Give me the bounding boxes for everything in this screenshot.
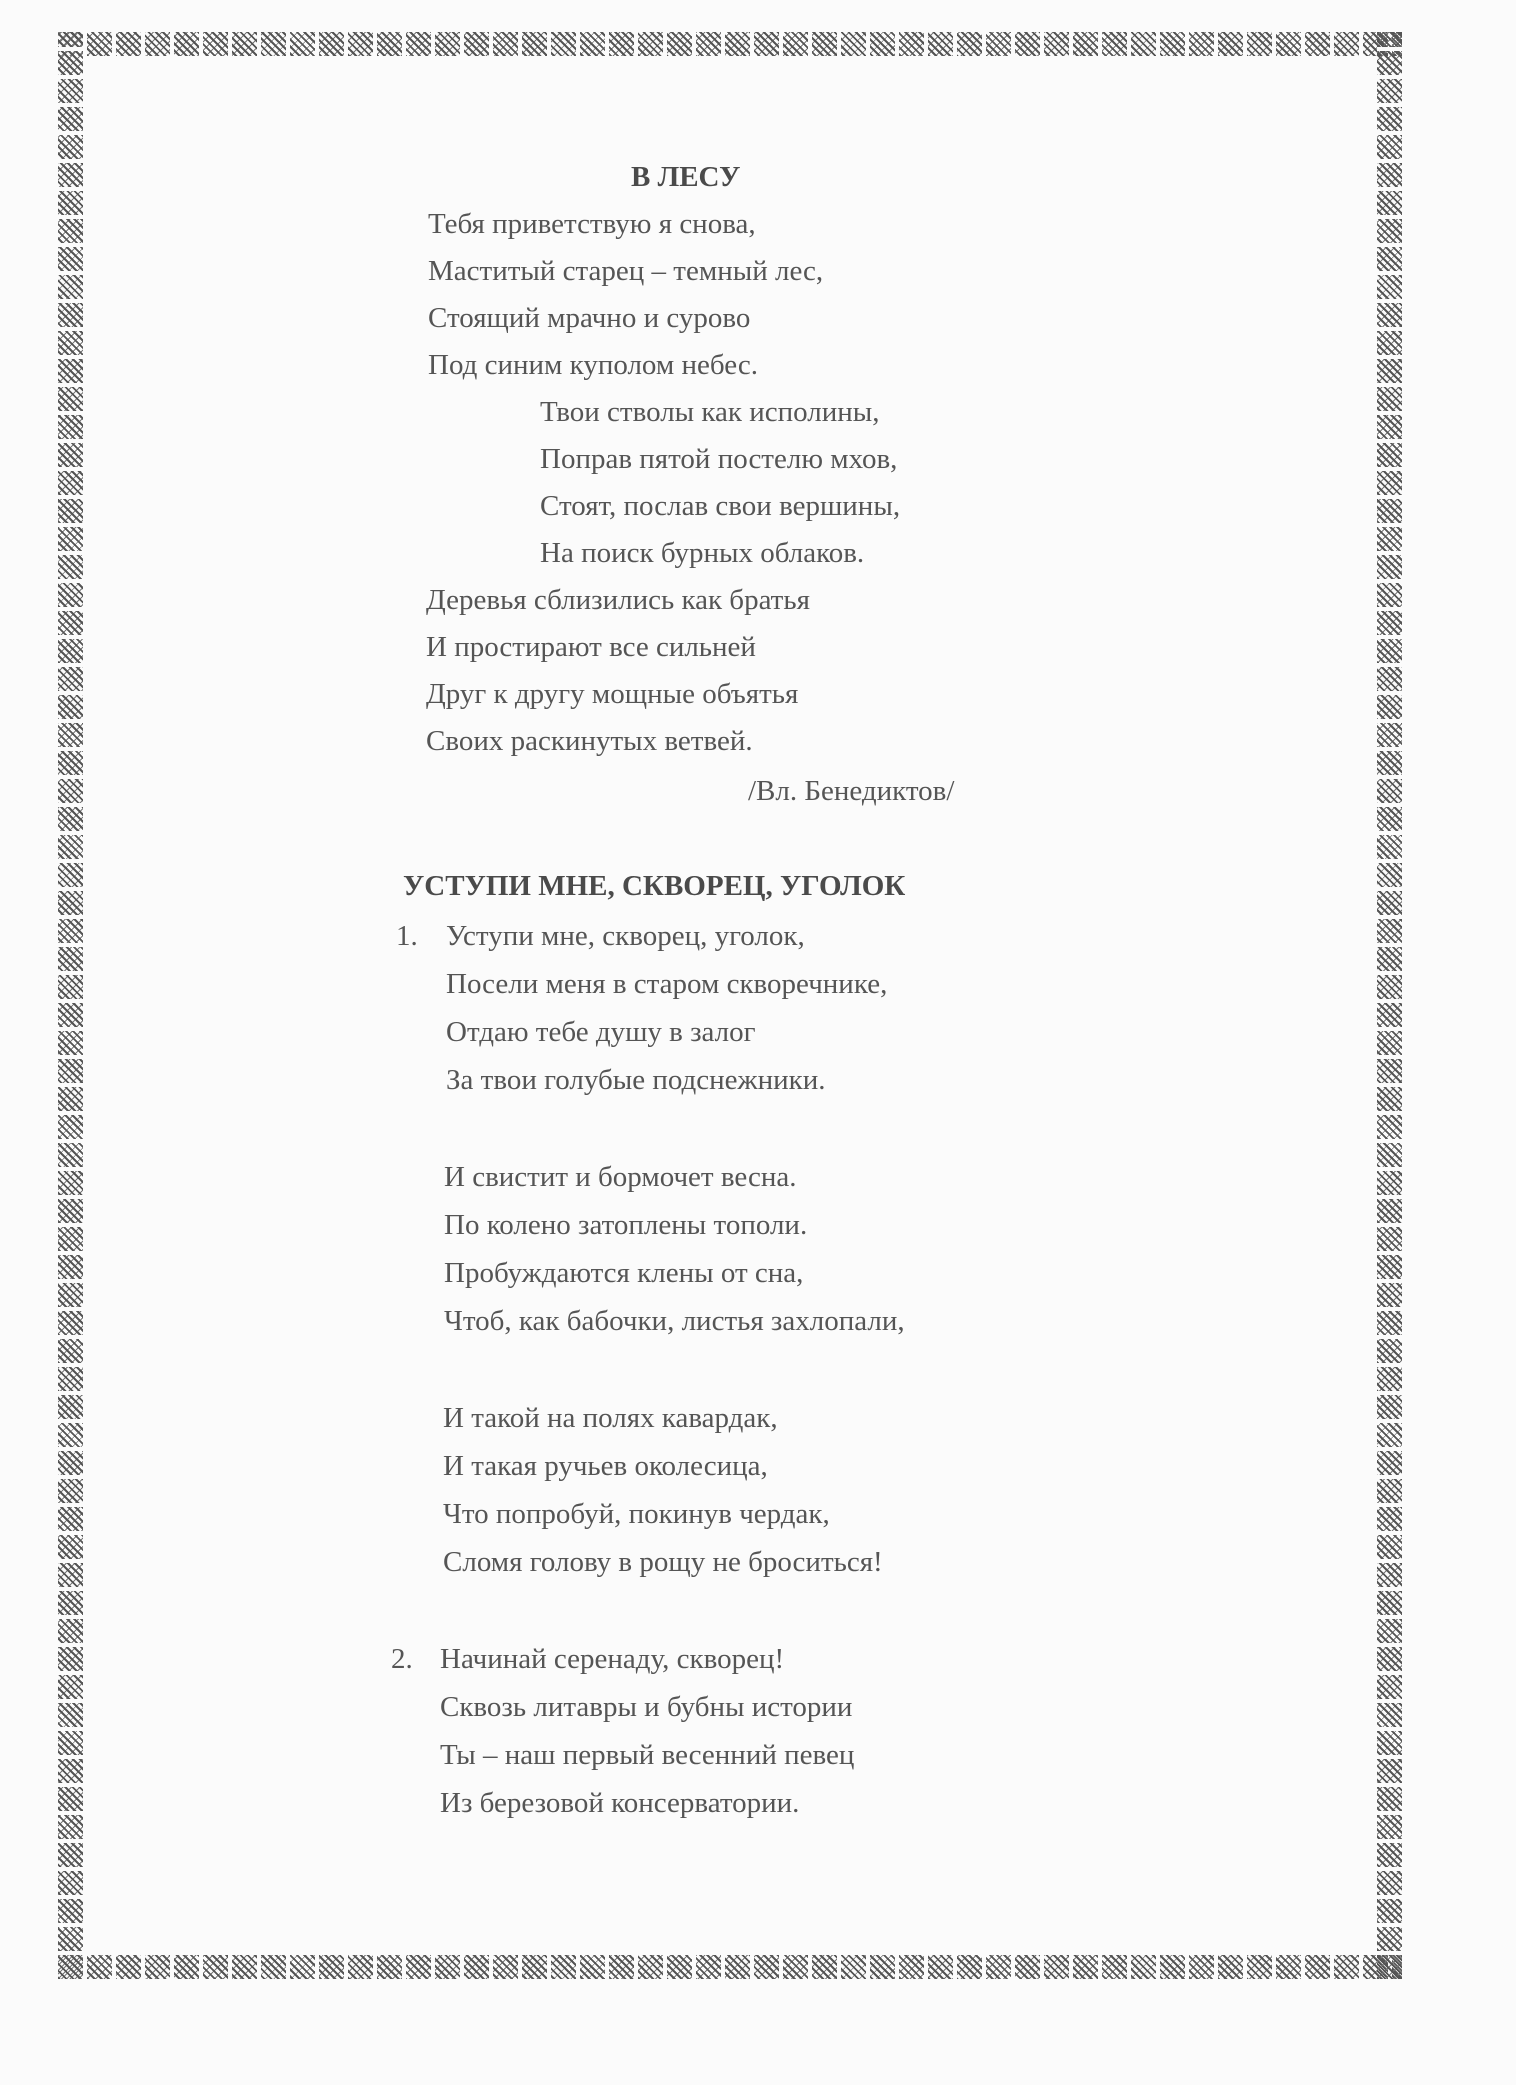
poem-line: За твои голубые подснежники. [446,1064,826,1096]
poem-line: Своих раскинутых ветвей. [426,725,753,757]
verse-number: 1. [396,920,418,952]
poem-line: Тебя приветствую я снова, [428,208,756,240]
poem-line: Что попробуй, покинув чердак, [443,1498,830,1530]
poem-line: Посели меня в старом скворечнике, [446,968,888,1000]
verse-number: 2. [391,1643,413,1675]
border-tiles-bottom [58,1955,1403,1979]
poem-line: На поиск бурных облаков. [540,537,865,569]
poem-line: И простирают все сильней [426,631,756,663]
poem-line: Сломя голову в рощу не броситься! [443,1546,883,1578]
poem-line: Твои стволы как исполины, [540,396,880,428]
poem-line: Ты – наш первый весенний певец [440,1739,855,1771]
poem-title: УСТУПИ МНЕ, СКВОРЕЦ, УГОЛОК [403,870,906,902]
poem-line: Из березовой консерватории. [440,1787,800,1819]
poem-author: /Вл. Бенедиктов/ [748,775,955,807]
border-tiles-top [58,32,1403,56]
poem-line: И свистит и бормочет весна. [444,1161,797,1193]
border-tiles-left [58,32,84,1979]
poem-line: Стоящий мрачно и сурово [428,302,751,334]
poem-line: Чтоб, как бабочки, листья захлопали, [444,1305,905,1337]
poem-line: И такой на полях кавардак, [443,1402,778,1434]
poem-line: Под синим куполом небес. [428,349,758,381]
poem-line: Поправ пятой постелю мхов, [540,443,898,475]
poem-line: Стоят, послав свои вершины, [540,490,901,522]
poem-line: По колено затоплены тополи. [444,1209,808,1241]
poem-line: И такая ручьев околесица, [443,1450,768,1482]
poem-title: В ЛЕСУ [631,161,741,193]
poem-line: Уступи мне, скворец, уголок, [446,920,805,952]
poem-line: Начинай серенаду, скворец! [440,1643,785,1675]
poem-line: Деревья сблизились как братья [426,584,810,616]
poem-line: Друг к другу мощные объятья [426,678,799,710]
poem-line: Отдаю тебе душу в залог [446,1016,756,1048]
poem-line: Маститый старец – темный лес, [428,255,824,287]
poem-line: Сквозь литавры и бубны истории [440,1691,853,1723]
border-tiles-right [1377,32,1403,1979]
poem-line: Пробуждаются клены от сна, [444,1257,804,1289]
